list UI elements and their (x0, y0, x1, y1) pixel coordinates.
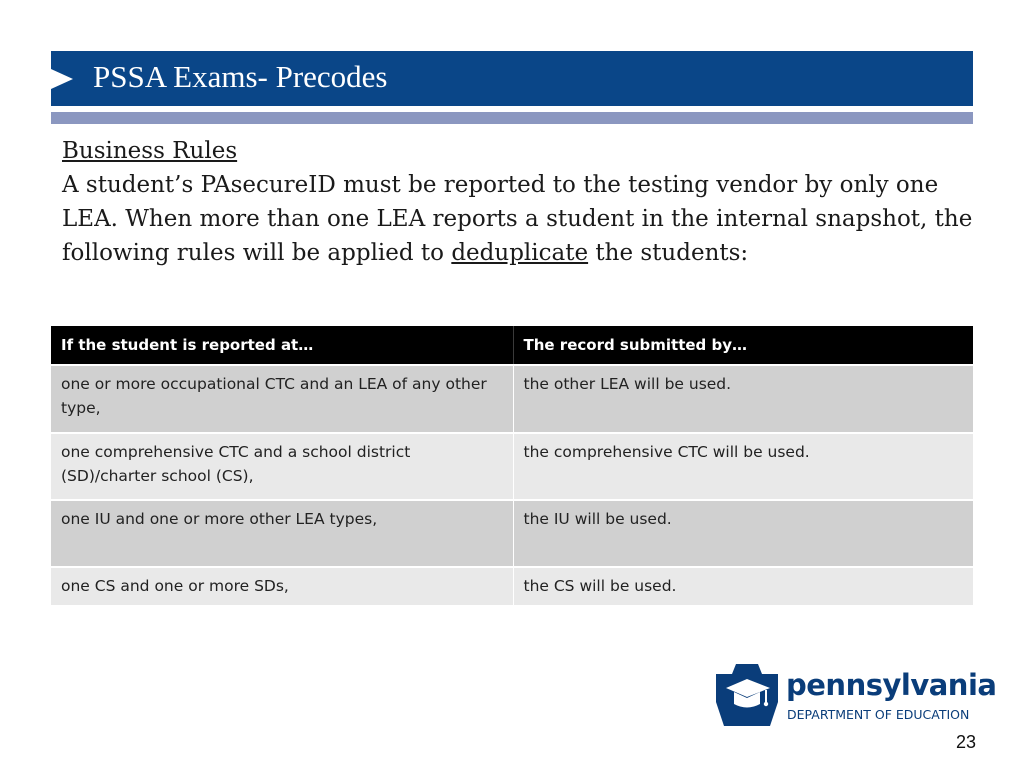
table-row (51, 365, 973, 433)
table-cell: the comprehensive CTC will be used. (513, 433, 973, 500)
slide-title: PSSA Exams- Precodes (93, 59, 388, 94)
table-cell: the CS will be used. (513, 567, 973, 605)
table-row (51, 567, 973, 605)
title-bar (51, 51, 973, 106)
table-cell: one or more occupational CTC and an LEA of any other type, (51, 365, 513, 433)
table-cell: one CS and one or more SDs, (51, 567, 513, 605)
table-cell: the IU will be used. (513, 500, 973, 567)
table-header-row (51, 326, 973, 365)
table-row (51, 500, 973, 567)
table-cell: one IU and one or more other LEA types, (51, 500, 513, 567)
table-row (51, 433, 973, 500)
deduplicate-term: deduplicate (451, 240, 589, 266)
intro-paragraph (62, 168, 982, 270)
business-rules-heading: Business Rules (62, 138, 238, 164)
pennsylvania-education-logo (714, 662, 997, 730)
title-arrow-icon (51, 69, 73, 89)
intro-text (62, 134, 982, 270)
intro-text-after: the students: (588, 240, 749, 266)
table-cell: the other LEA will be used. (513, 365, 973, 433)
rules-table (51, 326, 973, 605)
keystone-graduation-cap-icon (714, 662, 780, 728)
page-number: 23 (956, 732, 977, 752)
column-header-reported-at: If the student is reported at… (51, 326, 513, 365)
intro-text-before: A student’s PAsecureID must be reported to the testing vendor by only one LEA. When more than one LEA reports a student in the internal snapshot, the following rules will be applied to (62, 172, 973, 266)
logo-subtitle: DEPARTMENT OF EDUCATION (787, 707, 970, 722)
accent-divider (51, 112, 973, 124)
column-header-record-submitted-by: The record submitted by… (513, 326, 973, 365)
table-cell: one comprehensive CTC and a school district (SD)/charter school (CS), (51, 433, 513, 500)
logo-wordmark: pennsylvania (786, 668, 997, 702)
